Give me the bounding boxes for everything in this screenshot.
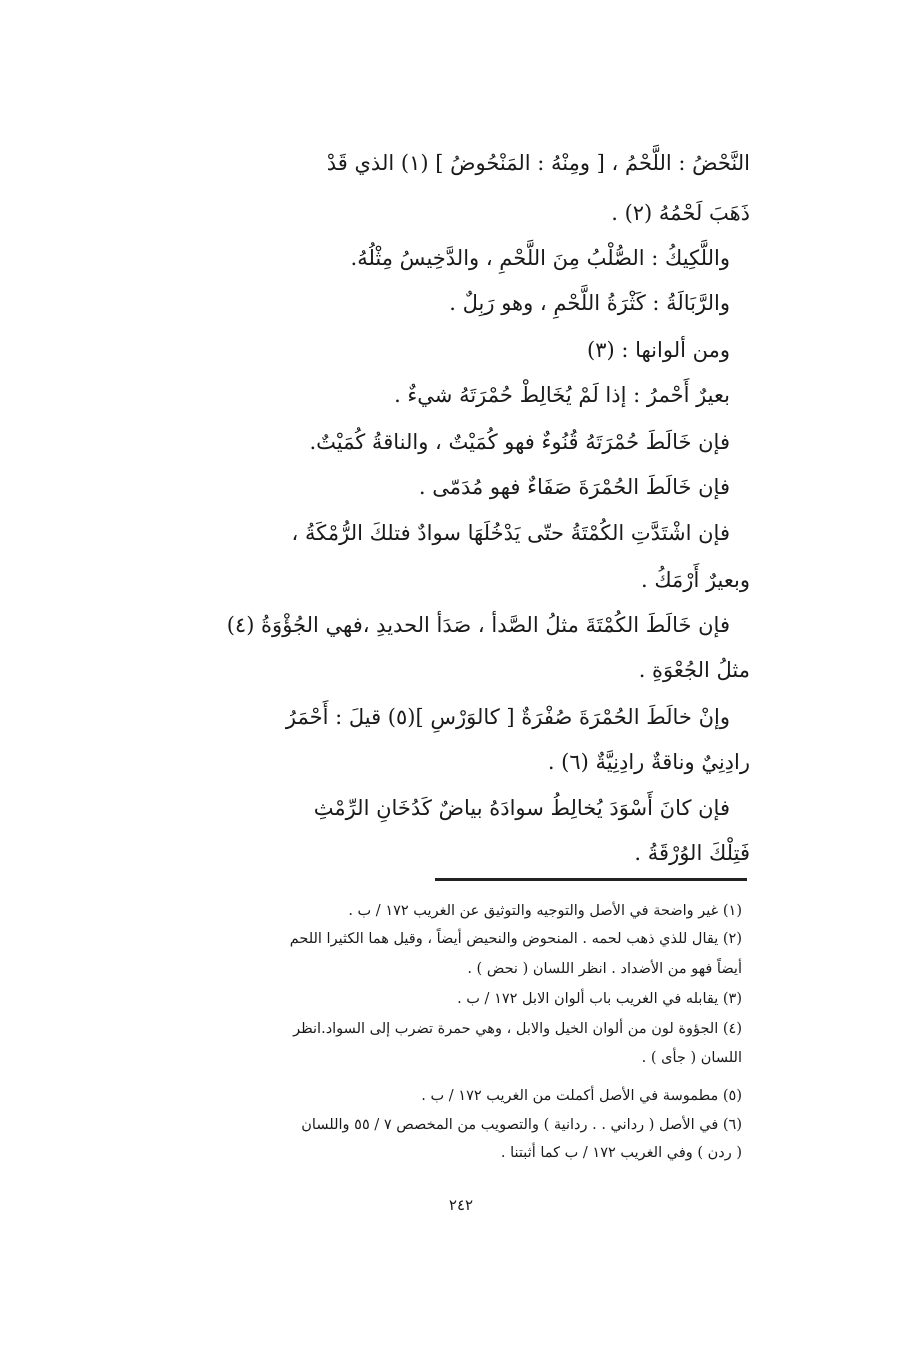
text-line: رادِنِيٌ وناقةٌ رادِنِيَّةٌ (٦) .: [547, 750, 750, 774]
text-line: فإن خَالَطَ الكُمْتَةَ مثلُ الصَّدأ ، صَدَأ الحديدِ ،فهي الجُؤْوَةُ (٤): [226, 613, 730, 637]
footnote-line: (١) غير واضحة في الأصل والتوجيه والتوثيق عن الغريب ١٧٢ / ب .: [348, 903, 742, 919]
text-line: مثلُ الجُعْوَةِ .: [638, 658, 750, 682]
footnote-line: ( ردن ) وفي الغريب ١٧٢ / ب كما أثبتنا .: [500, 1145, 742, 1161]
footnote-line: (٢) يقال للذي ذهب لحمه . المنحوض والنحيض أيضاً ، وقيل هما الكثيرا اللحم: [289, 931, 742, 947]
text-line: والرَّبَالَةُ : كَثْرَةُ اللَّحْمِ ، وهو رَبِلٌ .: [449, 291, 730, 315]
text-line: وإنْ خالَطَ الحُمْرَةَ صُفْرَةٌ [ كالوَرْسِ ](٥) قيلَ : أَحْمَرُ: [285, 705, 730, 729]
text-line: فإن خَالَطَ حُمْرَتَهُ قُنُوءٌ فهو كُمَيْتٌ ، والناقةُ كُمَيْتٌ.: [309, 430, 730, 454]
text-line: ذَهَبَ لَحْمُهُ (٢) .: [611, 201, 750, 225]
footnote-line: (٦) في الأصل ( رداني . . ردانية ) والتصويب من المخصص ٧ / ٥٥ واللسان: [301, 1117, 742, 1133]
text-line: بعيرٌ أَحْمرُ : إذا لَمْ يُخَالِطْ حُمْرَتَهُ شيءٌ .: [394, 383, 730, 407]
text-line: فإن خَالَطَ الحُمْرَةَ صَفَاءٌ فهو مُدَمّى .: [418, 475, 730, 499]
footnote-line: أيضاً فهو من الأضداد . انظر اللسان ( نحض ) .: [467, 961, 742, 977]
footnote-line: (٤) الجؤوة لون من ألوان الخيل والابل ، وهي حمرة تضرب إلى السواد.انظر: [293, 1021, 742, 1037]
footnote-line: اللسان ( جأى ) .: [641, 1050, 742, 1066]
text-line: فإن كانَ أَسْوَدَ يُخالِطُ سوادَهُ بياضٌ كَدُخَانِ الرِّمْثِ: [313, 796, 730, 820]
text-line: فَتِلْكَ الوُرْقَةُ .: [634, 841, 750, 865]
footnote-line: (٥) مطموسة في الأصل أكملت من الغريب ١٧٢ / ب .: [421, 1088, 742, 1104]
footnote-separator: [435, 878, 747, 881]
text-line: النَّحْضُ : اللَّحْمُ ، [ ومِنْهُ : المَنْحُوضُ ] (١) الذي قَدْ: [326, 151, 750, 175]
text-line: واللَّكِيكُ : الصُّلْبُ مِنَ اللَّحْمِ ، والدَّخِيسُ مِثْلُهُ.: [350, 246, 730, 270]
text-line: فإن اشْتَدَّتِ الكُمْتَةُ حتّى يَدْخُلَهَا سوادٌ فتلكَ الرُّمْكَةُ ،: [291, 521, 730, 545]
text-line: وبعيرٌ أَرْمَكُ .: [641, 568, 750, 592]
page-number: ٢٤٢: [448, 1196, 474, 1214]
text-line: ومن ألوانها : (٣): [587, 338, 730, 362]
footnote-line: (٣) يقابله في الغريب باب ألوان الابل ١٧٢ / ب .: [457, 991, 742, 1007]
